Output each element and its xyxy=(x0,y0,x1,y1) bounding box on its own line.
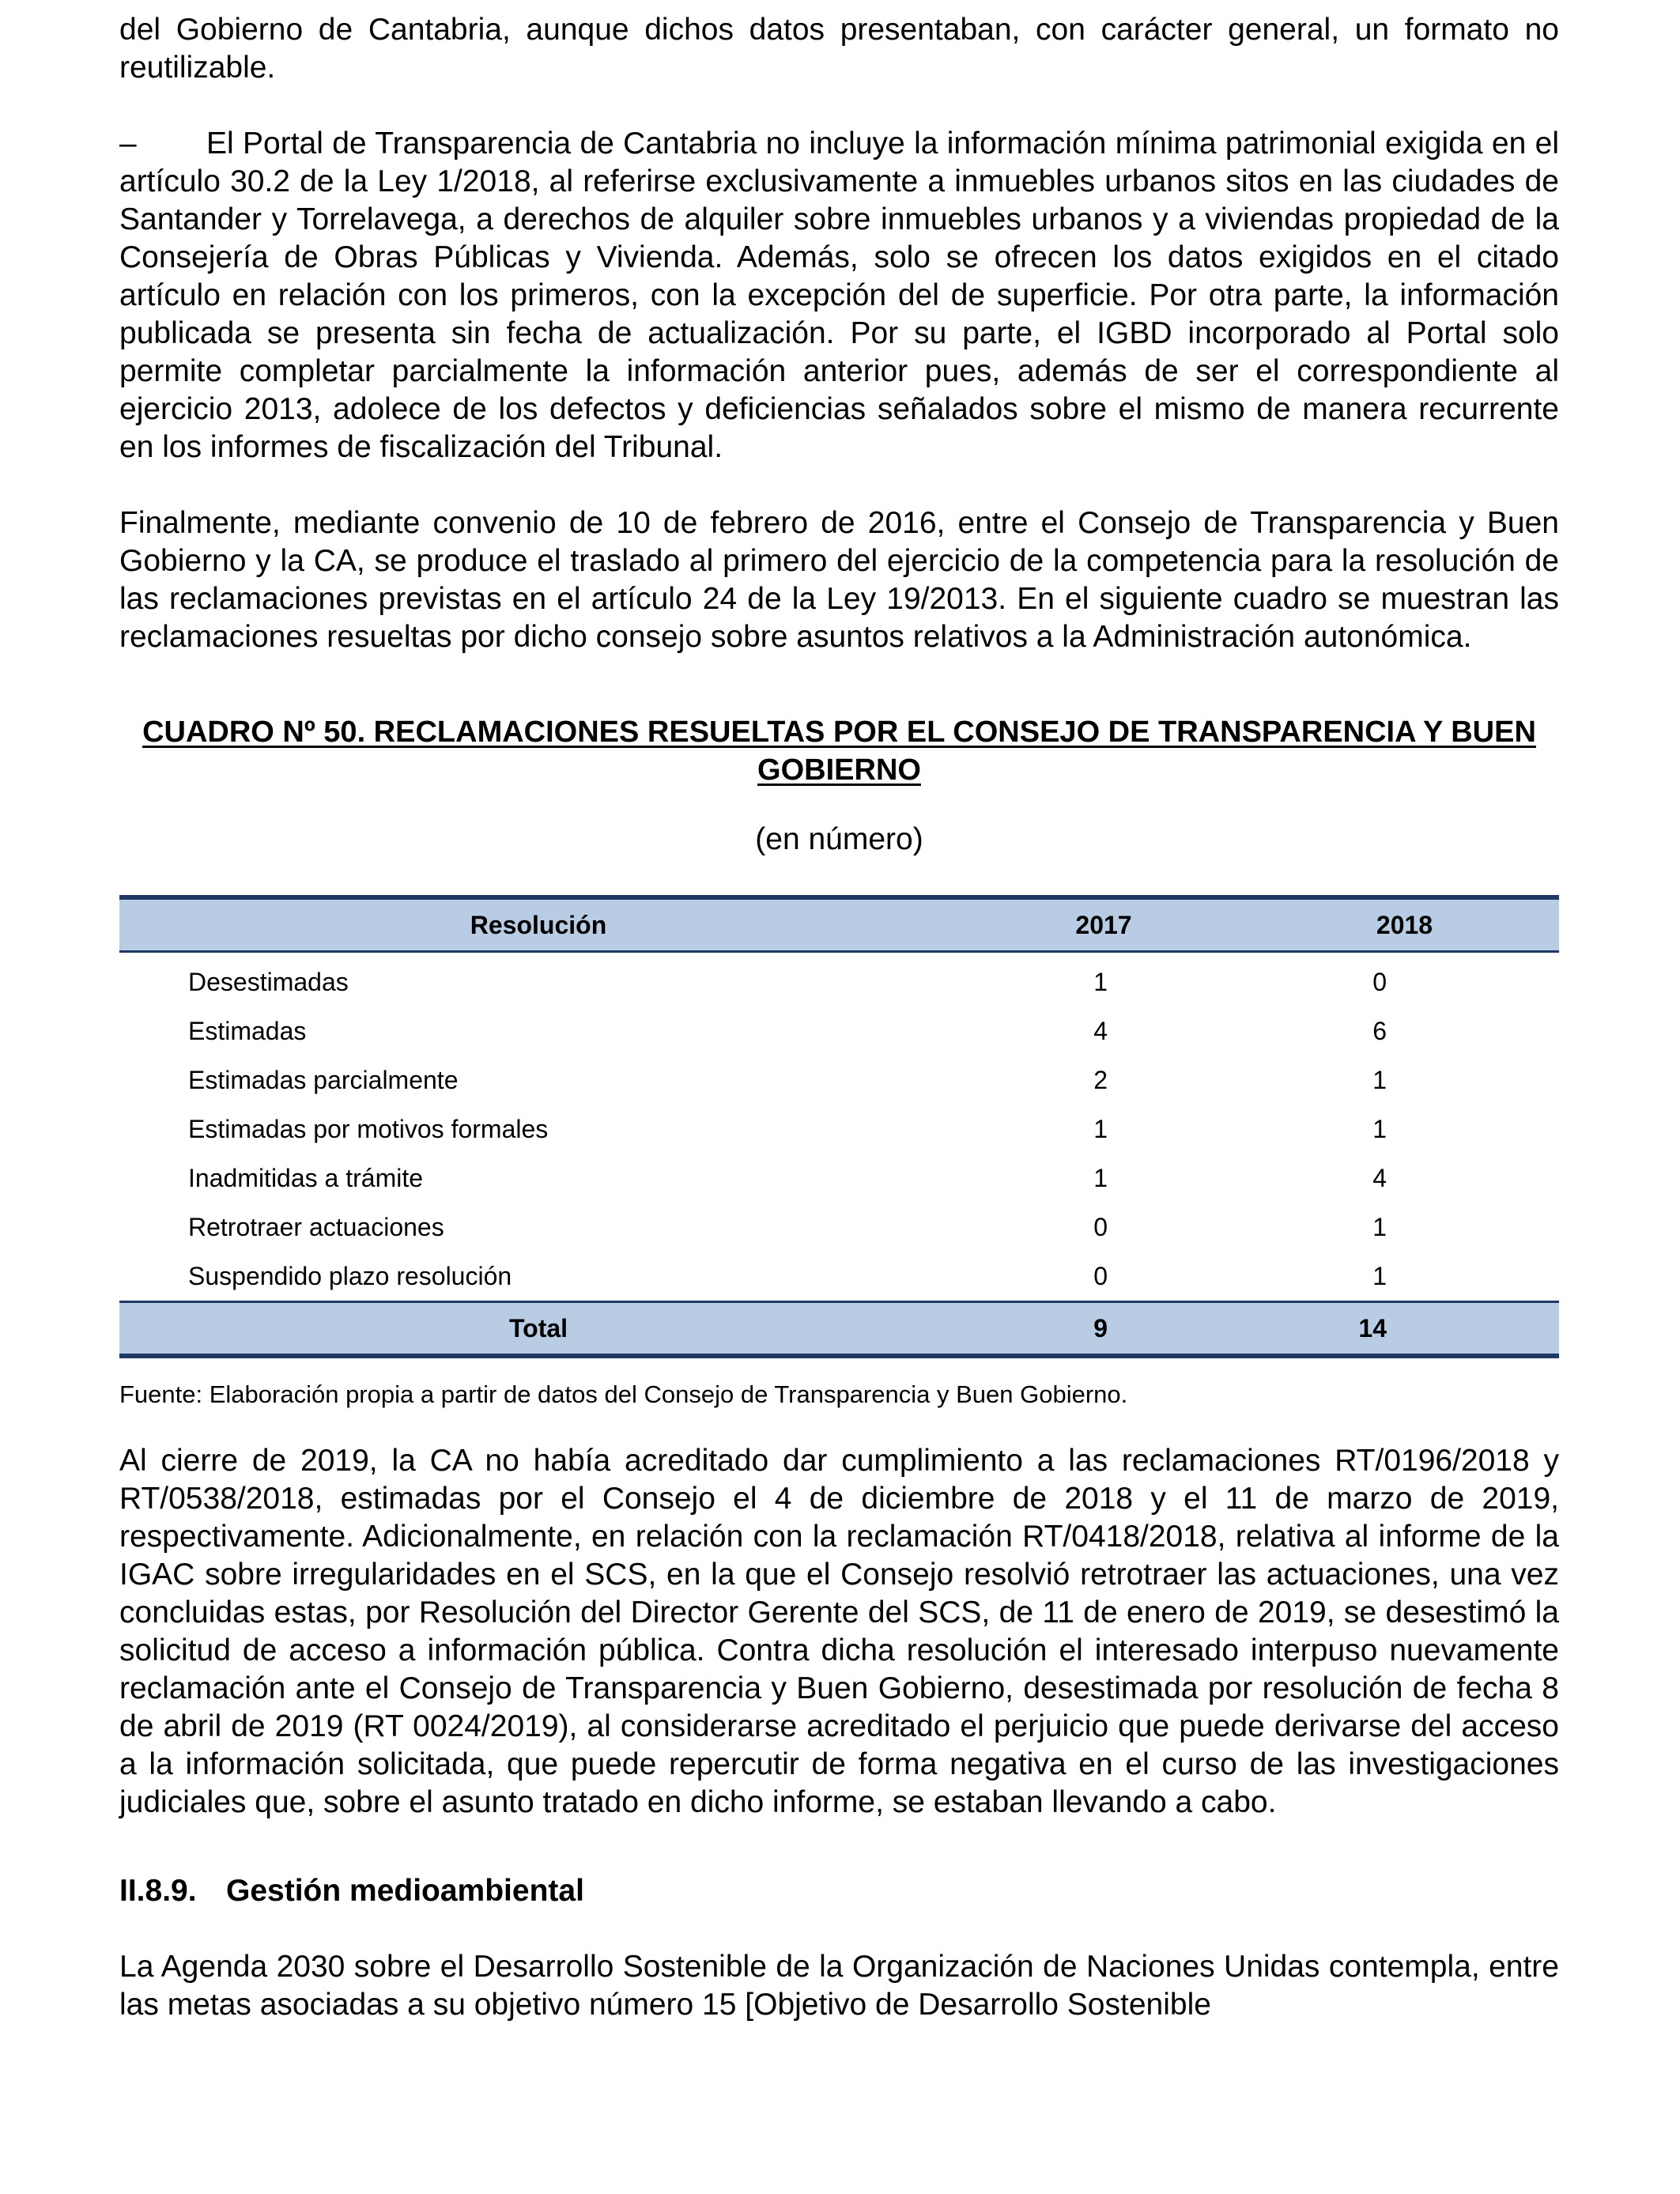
value-2017: 1 xyxy=(1093,1114,1108,1143)
table-row xyxy=(119,1154,1559,1203)
paragraph-2-text: El Portal de Transparencia de Cantabria no incluye la información mínima patrimonial exigida en el artículo 30.2 de la Ley 1/2018, al referirse exclusivamente a inmuebles urbanos sitos en las ciudades de Santander y Torrelavega, a derechos de alquiler sobre inmuebles urbanos y a viviendas propiedad de la Consejería de Obras Públicas y Vivienda. Además, solo se ofrecen los datos exigidos en el citado artículo en relación con los primeros, con la excepción del de superficie. Por otra parte, la información publicada se presenta sin fecha de actualización. Por su parte, el IGBD incorporado al Portal solo permite completar parcialmente la información anterior pues, además de ser el correspondiente al ejercicio 2013, adolece de los defectos y deficiencias señalados sobre el mismo de manera recurrente en los informes de fiscalización del Tribunal. xyxy=(119,127,1559,464)
value-2017: 0 xyxy=(1093,1212,1108,1241)
table-header-row xyxy=(119,897,1559,952)
table-row xyxy=(119,1055,1559,1105)
claims-table xyxy=(119,895,1559,1358)
paragraph-1: del Gobierno de Cantabria, aunque dichos datos presentaban, con carácter general, un formato no reutilizable. xyxy=(119,13,1559,85)
header-2017: 2017 xyxy=(957,897,1250,952)
row-label: Estimadas xyxy=(188,1016,307,1045)
value-2017: 2 xyxy=(1093,1065,1108,1094)
row-label: Estimadas por motivos formales xyxy=(188,1114,549,1143)
value-2017: 1 xyxy=(1093,967,1108,996)
header-2018: 2018 xyxy=(1250,897,1559,952)
value-2018: 1 xyxy=(1372,1261,1387,1290)
section-heading xyxy=(119,1872,1559,1910)
row-label: Estimadas parcialmente xyxy=(188,1065,459,1094)
paragraph-3: Finalmente, mediante convenio de 10 de febrero de 2016, entre el Consejo de Transparencia y Buen Gobierno y la CA, se produce el traslado al primero del ejercicio de la competencia para la resolución de las reclamaciones previstas en el artículo 24 de la Ley 19/2013. En el siguiente cuadro se muestran las reclamaciones resueltas por dicho consejo sobre asuntos relativos a la Administración autonómica. xyxy=(119,506,1559,654)
value-2018: 0 xyxy=(1372,967,1387,996)
dash-marker: – xyxy=(119,127,137,160)
table-total-row xyxy=(119,1302,1559,1357)
value-2018: 1 xyxy=(1372,1114,1387,1143)
document-page xyxy=(119,11,1559,2024)
value-2018: 1 xyxy=(1372,1212,1387,1241)
table-row xyxy=(119,1203,1559,1252)
paragraph-5: La Agenda 2030 sobre el Desarrollo Sostenible de la Organización de Naciones Unidas contempla, entre las metas asociadas a su objetivo número 15 [Objetivo de Desarrollo Sostenible xyxy=(119,1950,1559,2022)
total-label: Total xyxy=(119,1302,957,1357)
section-number: II.8.9. xyxy=(119,1874,197,1908)
header-resolucion: Resolución xyxy=(119,897,957,952)
table-row xyxy=(119,1252,1559,1302)
value-2017: 0 xyxy=(1093,1261,1108,1290)
value-2017: 4 xyxy=(1093,1016,1108,1045)
row-label: Suspendido plazo resolución xyxy=(188,1261,512,1290)
total-2018: 14 xyxy=(1250,1302,1559,1357)
value-2018: 4 xyxy=(1372,1163,1387,1192)
row-label: Retrotraer actuaciones xyxy=(188,1212,444,1241)
row-label: Desestimadas xyxy=(188,967,349,996)
table-row xyxy=(119,952,1559,1007)
section-title: Gestión medioambiental xyxy=(226,1874,584,1908)
row-label: Inadmitidas a trámite xyxy=(188,1163,424,1192)
table-row xyxy=(119,1105,1559,1154)
value-2017: 1 xyxy=(1093,1163,1108,1192)
table-subtitle: (en número) xyxy=(755,822,923,856)
total-2017: 9 xyxy=(957,1302,1250,1357)
table-title: CUADRO Nº 50. RECLAMACIONES RESUELTAS POR EL CONSEJO DE TRANSPARENCIA Y BUEN GOBIERNO xyxy=(142,716,1536,787)
paragraph-4: Al cierre de 2019, la CA no había acreditado dar cumplimiento a las reclamaciones RT/0196/2018 y RT/0538/2018, estimadas por el Consejo el 4 de diciembre de 2018 y el 11 de marzo de 2019, respectivamente. Adicionalmente, en relación con la reclamación RT/0418/2018, relativa al informe de la IGAC sobre irregularidades en el SCS, en la que el Consejo resolvió retrotraer las actuaciones, una vez concluidas estas, por Resolución del Director Gerente del SCS, de 11 de enero de 2019, se desestimó la solicitud de acceso a información pública. Contra dicha resolución el interesado interpuso nuevamente reclamación ante el Consejo de Transparencia y Buen Gobierno, desestimada por resolución de fecha 8 de abril de 2019 (RT 0024/2019), al considerarse acreditado el perjuicio que puede derivarse del acceso a la información solicitada, que puede repercutir de forma negativa en el curso de las investigaciones judiciales que, sobre el asunto tratado en dicho informe, se estaban llevando a cabo. xyxy=(119,1444,1559,1819)
table-row xyxy=(119,1006,1559,1055)
table-source: Fuente: Elaboración propia a partir de datos del Consejo de Transparencia y Buen Gobierno. xyxy=(119,1380,1128,1408)
value-2018: 1 xyxy=(1372,1065,1387,1094)
value-2018: 6 xyxy=(1372,1016,1387,1045)
paragraph-2 xyxy=(119,125,1559,466)
